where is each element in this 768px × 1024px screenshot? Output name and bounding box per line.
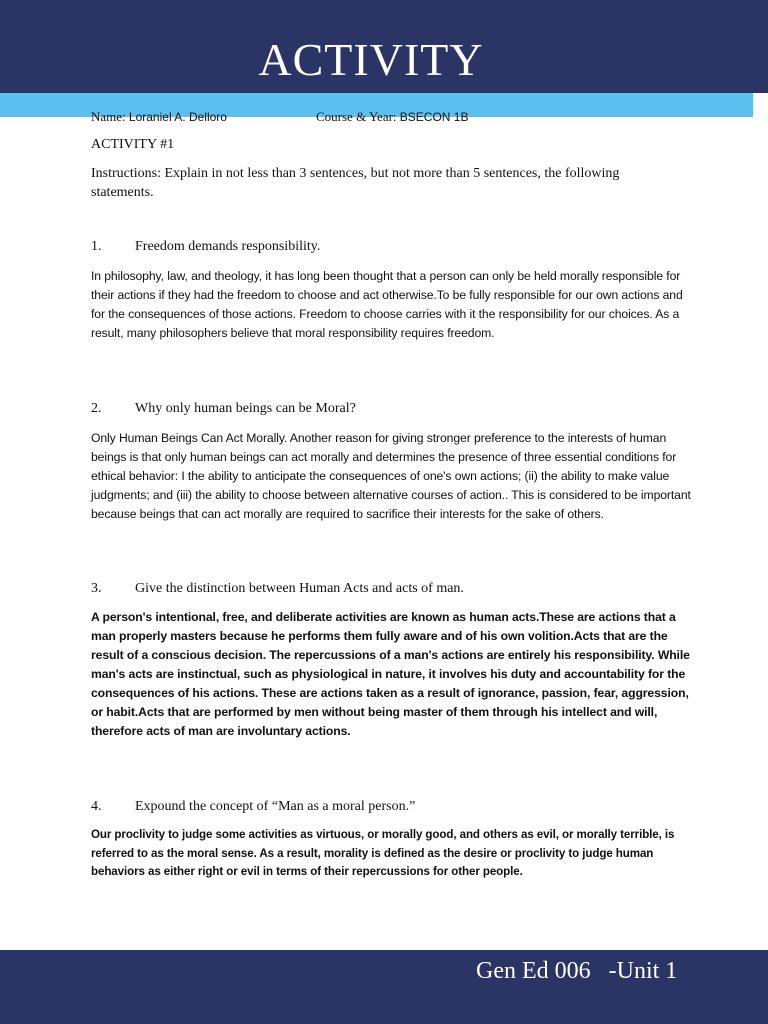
question-2 <box>91 400 691 418</box>
answer-4: Our proclivity to judge some activities as virtuous, or morally good, and others as evil, or morally terrible, is referred to as the moral sense. As a result, morality is defined as the desire or proclivity to judge human behaviors as either right or evil in terms of their repercussions for other people. <box>91 828 675 878</box>
question-prompt: Freedom demands responsibility. <box>135 239 321 254</box>
instructions: Instructions: Explain in not less than 3 sentences, but not more than 5 sentences, the following statements. <box>91 166 620 200</box>
question-number: 4. <box>91 799 102 814</box>
question-prompt: Expound the concept of “Man as a moral person.” <box>135 799 416 814</box>
student-info-row <box>91 108 731 126</box>
name-label: Name: <box>91 109 129 124</box>
activity-number: ACTIVITY #1 <box>91 137 175 152</box>
question-number: 2. <box>91 401 102 416</box>
course-value: BSECON 1B <box>399 110 469 124</box>
course-label: Course & Year: <box>316 109 400 124</box>
question-1 <box>91 238 691 256</box>
question-prompt: Give the distinction between Human Acts and acts of man. <box>135 581 464 596</box>
question-number: 3. <box>91 581 102 596</box>
course-year <box>316 108 468 126</box>
answer-3: A person's intentional, free, and deliberate activities are known as human acts.These are actions that a man properly masters because he performs them fully aware and of his own volition.Acts that are the result of a conscious decision. The repercussions of a man's actions are entirely his responsibility. While man's acts are instinctual, such as physiological in nature, it involves his duty and accountability for the consequences of his actions. These are actions taken as a result of ignorance, passion, fear, aggression, or habit.Acts that are performed by men without being master of them through his intellect and will, therefore acts of man are involuntary actions. <box>91 610 690 738</box>
question-4 <box>91 798 691 816</box>
page-title: ACTIVITY <box>258 34 484 85</box>
question-3 <box>91 580 691 598</box>
answer-1: In philosophy, law, and theology, it has long been thought that a person can only be held morally responsible for their actions if they had the freedom to choose and act otherwise.To be fully responsible for our own actions and for the consequences of those actions. Freedom to choose carries with it the responsibility for our choices. As a result, many philosophers believe that moral responsibility requires freedom. <box>91 269 683 340</box>
question-number: 1. <box>91 239 102 254</box>
name-value: Loraniel A. Delloro <box>128 110 227 124</box>
stripe-notch <box>753 93 768 117</box>
footer-text: Gen Ed 006 -Unit 1 <box>476 958 678 984</box>
question-prompt: Why only human beings can be Moral? <box>135 401 356 416</box>
answer-2: Only Human Beings Can Act Morally. Another reason for giving stronger preference to the interests of human beings is that only human beings can act morally and determines the presence of three essential conditions for ethical behavior: I the ability to anticipate the consequences of one's own actions; (ii) the ability to make value judgments; and (iii) the ability to choose between alternative courses of action.. This is considered to be important because beings that can act morally are required to sacrifice their interests for the sake of others. <box>91 431 691 521</box>
